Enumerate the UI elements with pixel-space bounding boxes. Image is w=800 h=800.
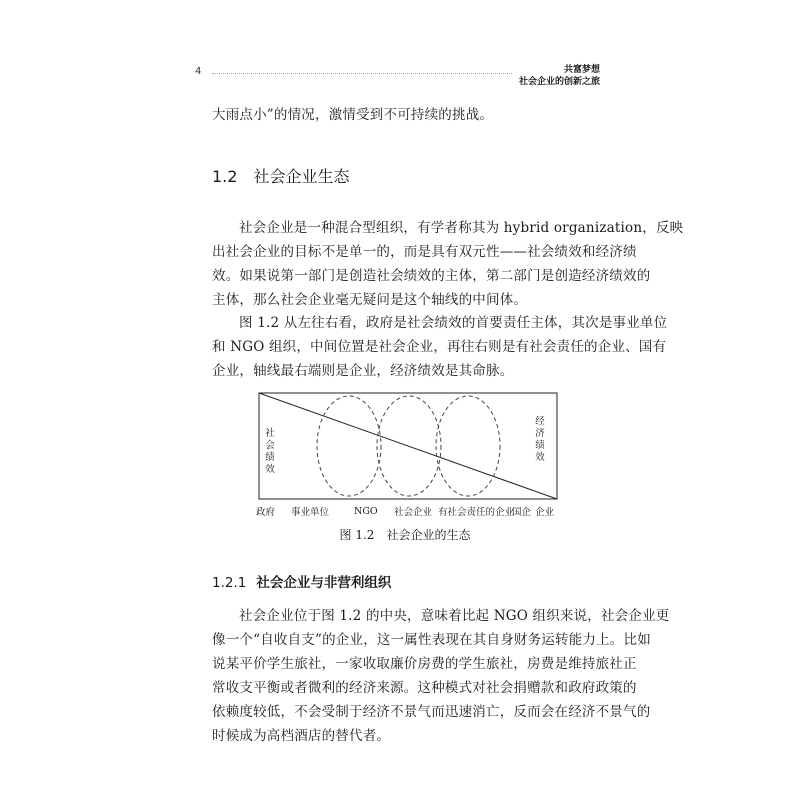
paragraph-line: 效。如果说第一部门是创造社会绩效的主体，第二部门是创造经济绩效的 — [212, 268, 651, 284]
axis-label-public-institution: 事业单位 — [291, 507, 330, 518]
ecosystem-figure — [258, 392, 558, 522]
section-heading — [212, 164, 349, 187]
page-number: 4 — [195, 66, 202, 77]
running-subtitle: 社会企业的创新之旅 — [518, 77, 600, 87]
axis-label-state-enterprise: 国企 — [512, 507, 532, 518]
ellipse-csr-enterprise — [436, 396, 500, 496]
figure-caption: 图 1.2 社会企业的生态 — [339, 528, 471, 542]
paragraph-line: 大雨点小”的情况，激情受到不可持续的挑战。 — [212, 107, 494, 123]
axis-label-social-enterprise: 社会企业 — [394, 507, 433, 518]
paragraph-line: 出社会企业的目标不是单一的，而是具有双元性——社会绩效和经济绩 — [212, 244, 637, 260]
axis-label-csr-enterprise: 有社会责任的企业 — [438, 507, 515, 518]
paragraph-line: 社会企业位于图 1.2 的中央，意味着比起 NGO 组织来说，社会企业更 — [239, 608, 670, 624]
paragraph-line: 社会企业是一种混合型组织，有学者称其为 hybrid organization，反映 — [239, 220, 684, 236]
left-axis-label: 社会绩效 — [265, 428, 275, 475]
axis-label-enterprise: 企业 — [535, 507, 555, 518]
ellipse-ngo — [317, 396, 381, 496]
paragraph-line: 常收支平衡或者微利的经济来源。这种模式对社会捐赠款和政府政策的 — [212, 680, 637, 696]
right-axis-label: 经济绩效 — [535, 416, 545, 463]
paragraph-line: 像一个“自收自支”的企业，这一属性表现在其自身财务运转能力上。比如 — [212, 632, 651, 648]
paragraph-line: 和 NGO 组织，中间位置是社会企业，再往右则是有社会责任的企业、国有 — [212, 339, 667, 355]
subsection-heading — [212, 571, 391, 591]
paragraph-line: 时候成为高档酒店的替代者。 — [212, 728, 391, 744]
diagonal-axis — [259, 393, 557, 499]
axis-label-ngo: NGO — [354, 506, 378, 517]
running-title: 共富梦想 — [563, 65, 600, 75]
subsection-number: 1.2.1 — [212, 575, 247, 591]
paragraph-line: 图 1.2 从左往右看，政府是社会绩效的首要责任主体，其次是事业单位 — [239, 315, 668, 331]
paragraph-line: 企业，轴线最右端则是企业，经济绩效是其命脉。 — [212, 363, 514, 379]
header-rule — [212, 73, 512, 74]
section-title: 社会企业生态 — [253, 167, 350, 186]
paragraph-line: 依赖度较低，不会受制于经济不景气而迅速消亡，反而会在经济不景气的 — [212, 704, 651, 720]
paragraph-line: 主体，那么社会企业毫无疑问是这个轴线的中间体。 — [212, 292, 528, 308]
section-number: 1.2 — [212, 167, 238, 186]
axis-label-government: 政府 — [256, 507, 276, 518]
subsection-title: 社会企业与非营利组织 — [256, 575, 392, 591]
paragraph-line: 说某平价学生旅社，一家收取廉价房费的学生旅社，房费是维持旅社正 — [212, 656, 637, 672]
ecosystem-diagram — [258, 392, 558, 502]
